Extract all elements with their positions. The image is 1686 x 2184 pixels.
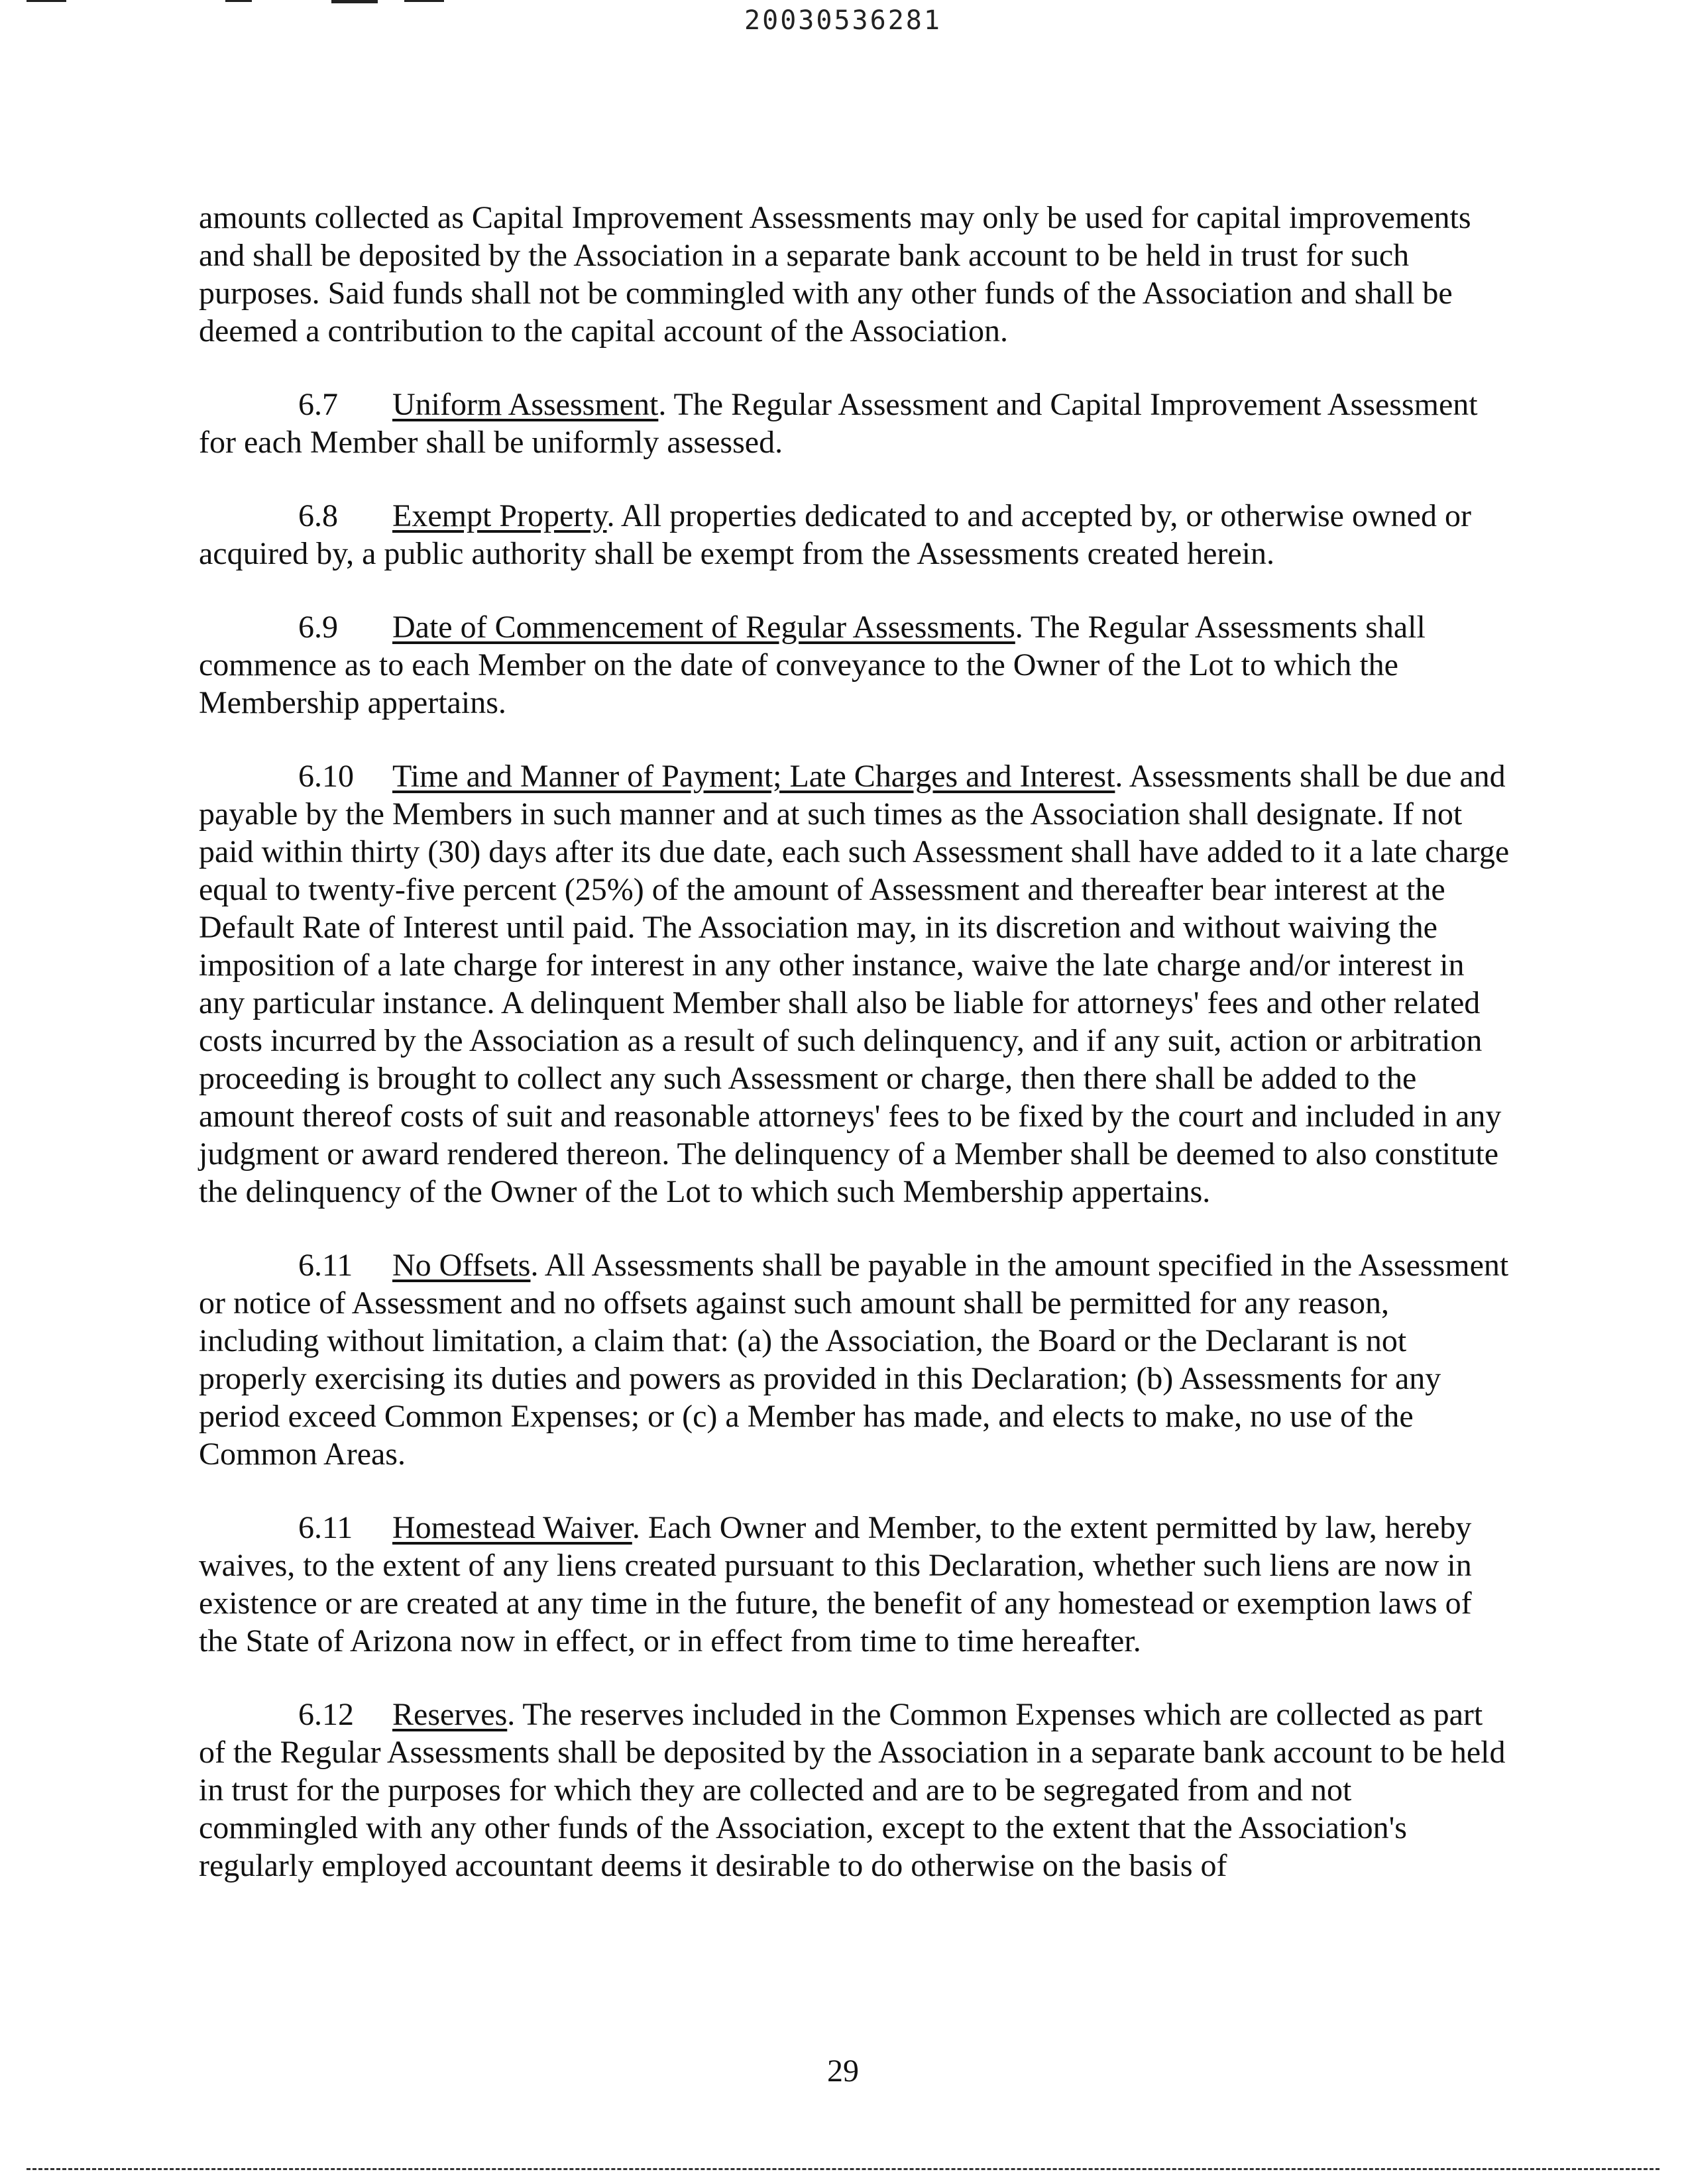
section-6-11-no-offsets (199, 1246, 1511, 1473)
scan-artifact (331, 0, 378, 3)
section-6-7 (199, 386, 1511, 461)
section-number: 6.9 (298, 610, 338, 645)
section-number: 6.12 (298, 1697, 354, 1732)
scan-artifact (27, 0, 66, 2)
scan-artifact (225, 0, 252, 2)
section-text: . All properties dedicated to and accepted by, or otherwise owned or acquired by, a public authority shall be exempt from the Assessments created herein. (199, 498, 1471, 571)
section-text: . The Regular Assessments shall commence as to each Member on the date of conveyance to the Owner of the Lot to which the Membership appertains. (199, 610, 1426, 720)
section-title: Date of Commencement of Regular Assessments (392, 610, 1015, 645)
section-6-10 (199, 757, 1511, 1211)
section-6-11-homestead-waiver (199, 1509, 1511, 1660)
section-number: 6.11 (298, 1510, 353, 1545)
section-number: 6.10 (298, 759, 354, 794)
section-6-9 (199, 608, 1511, 722)
scan-bottom-rule (27, 2168, 1659, 2170)
intro-paragraph: amounts collected as Capital Improvement Assessments may only be used for capital improvements and shall be deposited by the Association in a separate bank account to be held in trust for such purposes. Said funds shall not be commingled with any other funds of the Association and shall be deemed a contribution to the capital account of the Association. (199, 200, 1471, 349)
section-title: Time and Manner of Payment; Late Charges and Interest (392, 759, 1115, 794)
scan-artifact (404, 0, 444, 2)
section-number: 6.8 (298, 498, 338, 533)
page-number: 29 (827, 2053, 859, 2089)
section-6-12 (199, 1696, 1511, 1884)
section-text: . Each Owner and Member, to the extent permitted by law, hereby waives, to the extent of any liens created pursuant to this Declaration, whether such liens are now in existence or are created at any time in the future, the benefit of any homestead or exemption laws of the State of Arizona now in effect, or in effect from time to time hereafter. (199, 1510, 1472, 1659)
document-number: 20030536281 (744, 5, 942, 36)
section-title: Uniform Assessment (392, 387, 659, 422)
section-title: Exempt Property (392, 498, 607, 533)
section-title: No Offsets (392, 1248, 531, 1283)
document-body (199, 199, 1511, 1920)
section-text: . Assessments shall be due and payable by the Members in such manner and at such times as the Association shall designate. If not paid within thirty (30) days after its due date, each such Assessment shall have added to it a late charge equal to twenty-five percent (25%) of the amount of Assessment and thereafter bear interest at the Default Rate of Interest until paid. The Association may, in its discretion and without waiving the imposition of a late charge for interest in any other instance, waive the late charge and/or interest in any particular instance. A delinquent Member shall also be liable for attorneys' fees and other related costs incurred by the Association as a result of such delinquency, and if any suit, action or arbitration proceeding is brought to collect any such Assessment or charge, then there shall be added to the amount thereof costs of suit and reasonable attorneys' fees to be fixed by the court and included in any judgment or award rendered thereon. The delinquency of a Member shall be deemed to also constitute the delinquency of the Owner of the Lot to which such Membership appertains. (199, 759, 1510, 1209)
section-title: Reserves (392, 1697, 508, 1732)
section-number: 6.7 (298, 387, 338, 422)
section-text: . The reserves included in the Common Expenses which are collected as part of the Regular Assessments shall be deposited by the Association in a separate bank account to be held in trust for the purposes for which they are collected and are to be segregated from and not commingled with any other funds of the Association, except to the extent that the Association's regularly employed accountant deems it desirable to do otherwise on the basis of (199, 1697, 1506, 1883)
section-text: . The Regular Assessment and Capital Improvement Assessment for each Member shall be uniformly assessed. (199, 387, 1478, 460)
section-6-8 (199, 497, 1511, 573)
section-number: 6.11 (298, 1248, 353, 1283)
section-title: Homestead Waiver (392, 1510, 632, 1545)
section-text: . All Assessments shall be payable in the amount specified in the Assessment or notice of Assessment and no offsets against such amount shall be permitted for any reason, including without limitation, a claim that: (a) the Association, the Board or the Declarant is not properly exercising its duties and powers as provided in this Declaration; (b) Assessments for any period exceed Common Expenses; or (c) a Member has made, and elects to make, no use of the Common Areas. (199, 1248, 1509, 1472)
